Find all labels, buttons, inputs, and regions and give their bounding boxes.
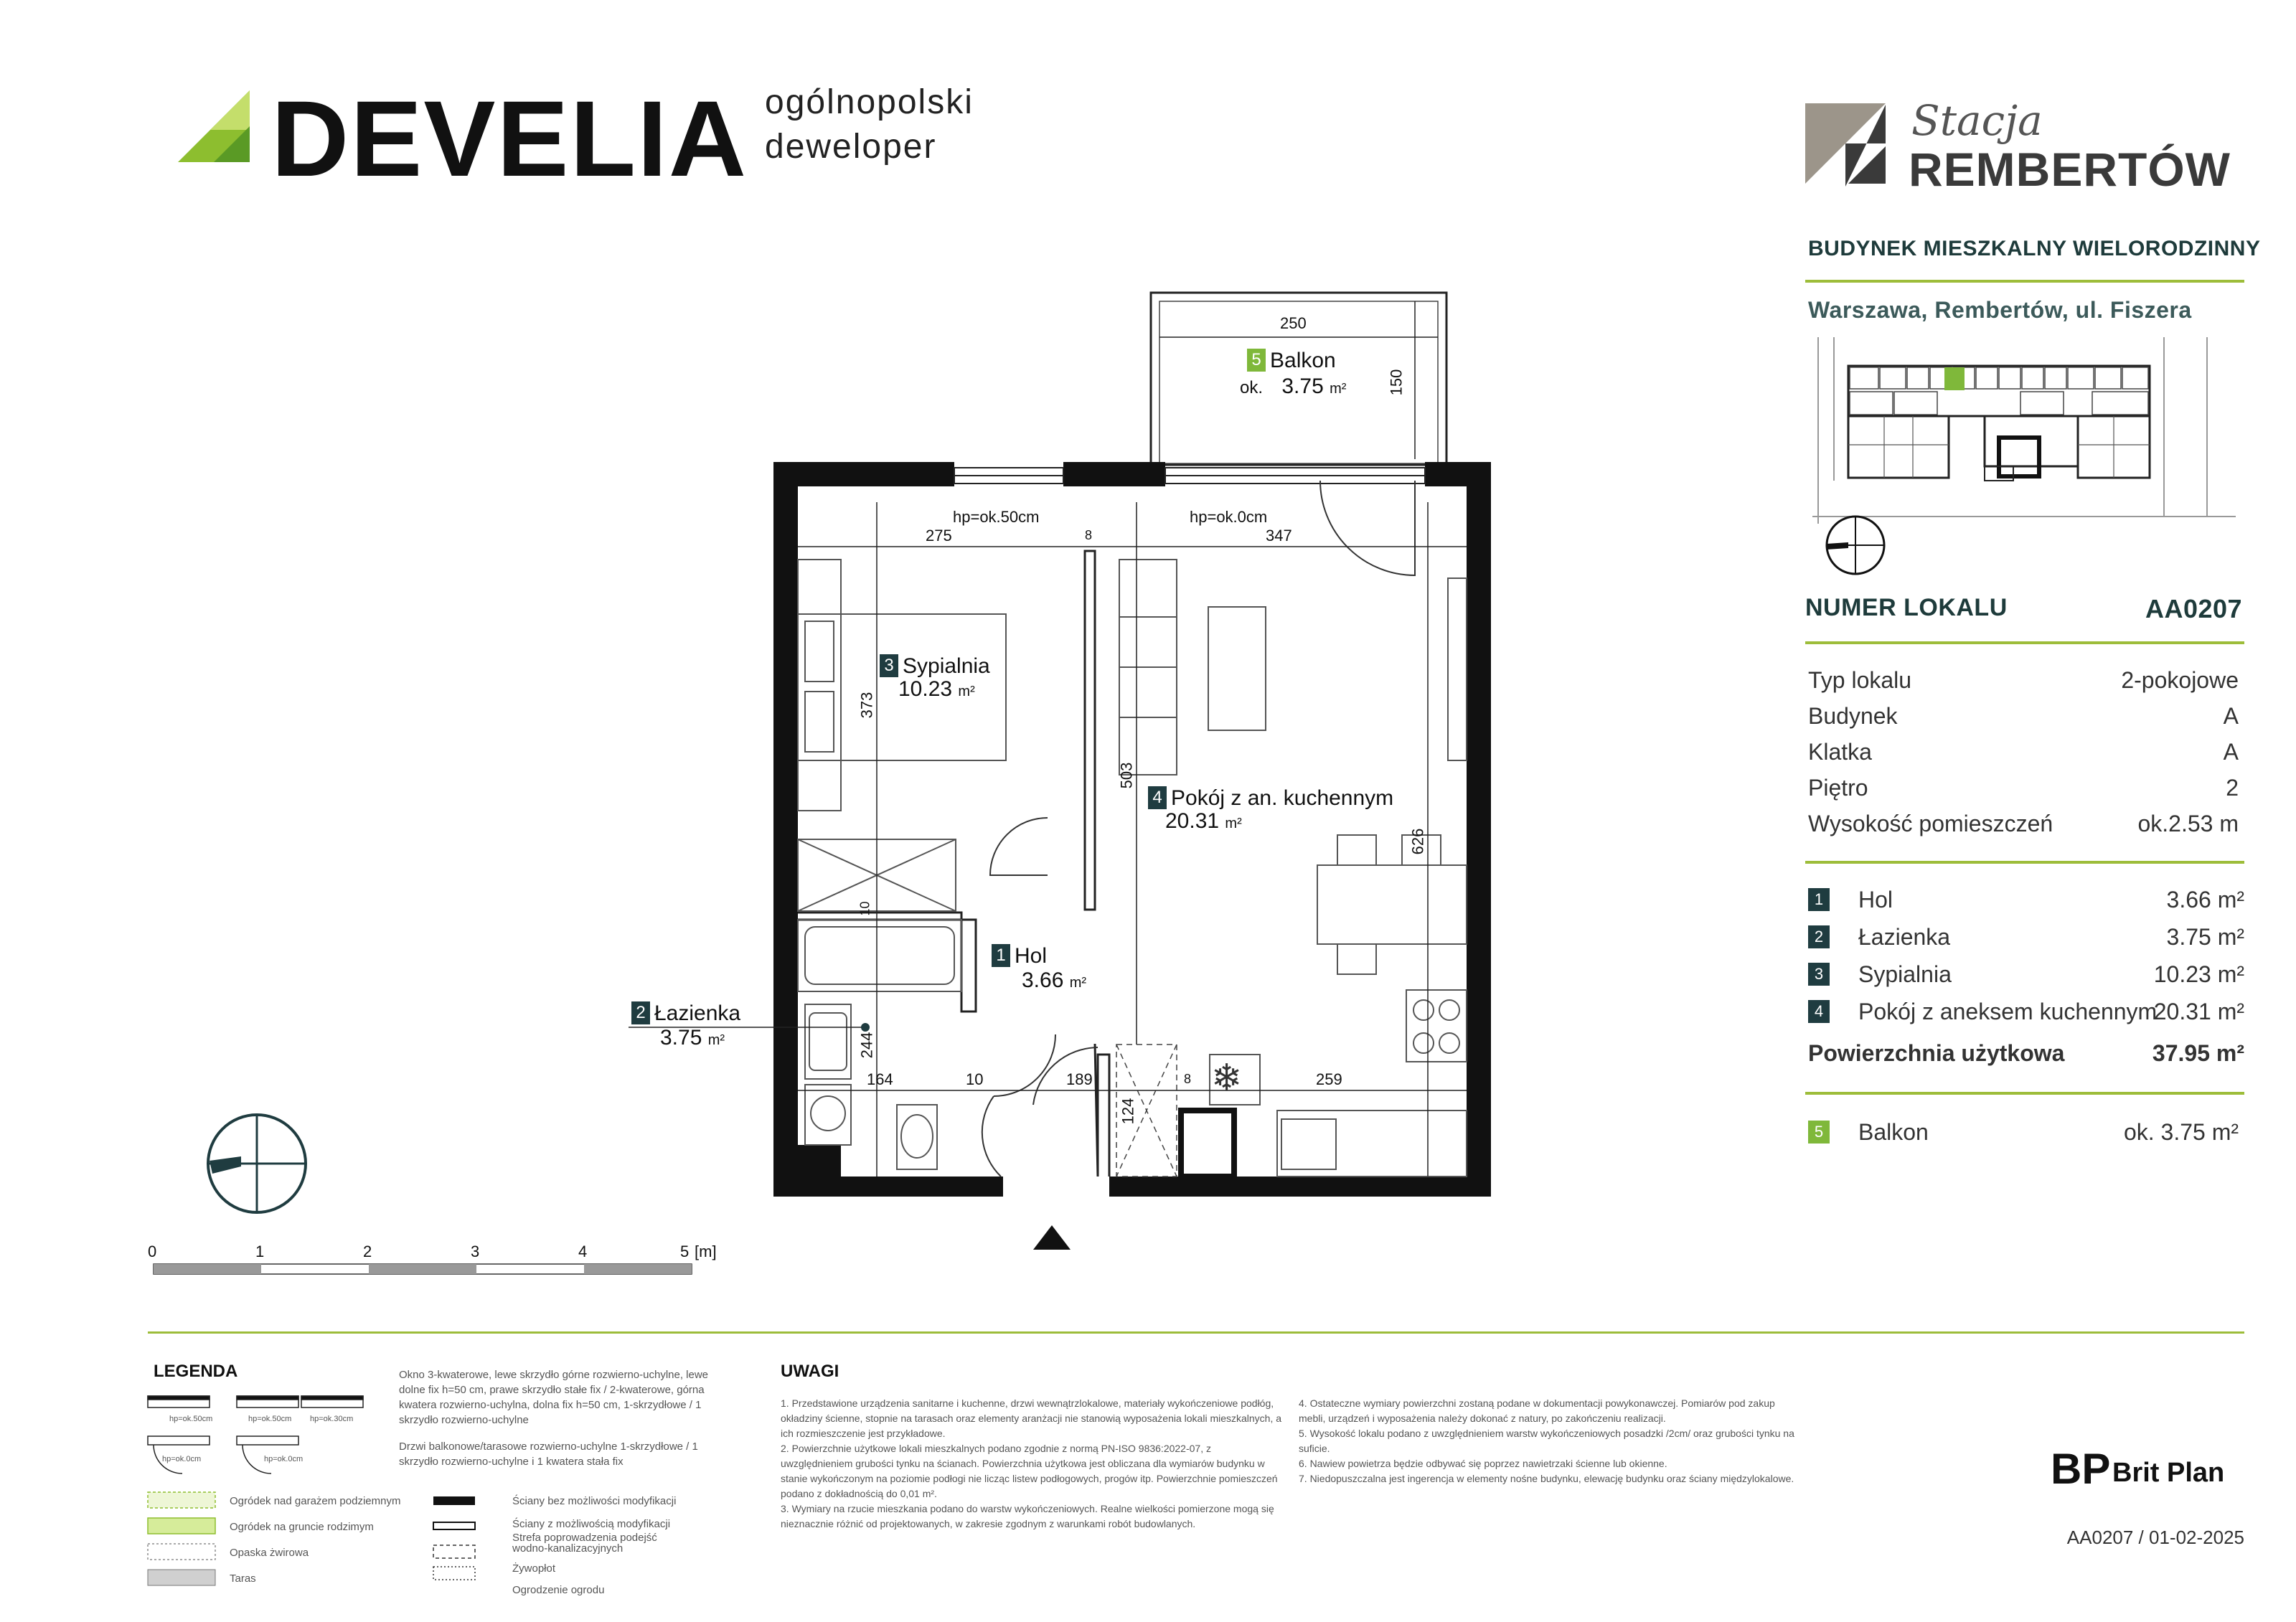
scale-bar: [154, 1264, 692, 1274]
note-item: 6. Nawiew powietrza będzie odbywać się poprzez nawietrzaki ścienne lub okienne.: [1299, 1458, 1667, 1469]
detail-value: A: [2223, 703, 2239, 729]
note-item: 4. Ostateczne wymiary powierzchni zostaną podane w dokumentacji powykonawczej. Pomiarów pod zakup mebli, urządzeń i wyposażenia należy dokonać z natury, po zakończeniu realizacji.: [1299, 1397, 1775, 1424]
dim-8a: 8: [1085, 528, 1093, 542]
legend-door-desc: Drzwi balkonowe/tarasowe rozwierno-uchylne 1-skrzydłowe / 1 skrzydło rozwierno-uchylne i 1 kwatera stała fix: [399, 1441, 698, 1468]
windows: [954, 468, 1425, 484]
room-number: 5: [1247, 349, 1266, 372]
room-label: Pokój z aneksem kuchennym: [1858, 999, 2158, 1024]
dim-124: 124: [1119, 1098, 1137, 1125]
detail-row: [1808, 667, 2239, 694]
divider: [1805, 1092, 2244, 1095]
lazienka-area: [660, 1026, 725, 1050]
hp-right: hp=ok.0cm: [1190, 508, 1268, 526]
dim-626: 626: [1408, 828, 1427, 855]
notes-title: UWAGI: [781, 1362, 839, 1381]
legend-item: Taras: [230, 1573, 256, 1585]
legend-hp-3: hp=ok.30cm: [310, 1415, 354, 1423]
note-item: 2. Powierzchnie użytkowe lokali mieszkalnych podano zgodnie z normą PN-ISO 9836:2022-07, z uwzględnieniem grubości tynku na ścianach. Powierzchnia użytkowa jest obliczana dla wymiarów budynku w stanie wykończonym na poziomie podłogi nie licząc listew podłogowych, progów itp. Powierzchnie pomieszczeń podano z dokładnością do 0,01 m².: [781, 1443, 1278, 1499]
dim-189: 189: [1066, 1070, 1093, 1088]
legend-item: Strefa poprowadzenia podejść wodno-kanalizacyjnych: [512, 1532, 657, 1555]
legend-item: Ściany bez możliwości modyfikacji: [512, 1495, 677, 1507]
dim-balkon-width: 250: [1280, 314, 1307, 332]
room-number: 4: [1808, 1000, 1830, 1023]
note-item: 7. Niedopuszczalna jest ingerencja w elementy nośne budynku, elewację budynku oraz ściany międzylokalowe.: [1299, 1473, 1794, 1484]
scale-tick: 1: [255, 1243, 265, 1260]
legend-hp-1: hp=ok.50cm: [169, 1415, 213, 1423]
area-value: 10.23: [898, 677, 953, 701]
legend-item: Ogrodzenie ogrodu: [512, 1584, 605, 1596]
note-item: 3. Wymiary na rzucie mieszkania podano do warstw wykończeniowych. Realne wielkości pomierzone mogą się nieznacznie różnić od projektowanych, w zakresie zgodnym z warunkami robót budowlanych.: [781, 1503, 1274, 1529]
detail-row: [1808, 775, 2239, 801]
area-unit: m²: [1069, 975, 1087, 991]
room-name: Hol: [1015, 944, 1048, 968]
divider: [1805, 280, 2244, 283]
dim-244: 244: [857, 1032, 876, 1059]
legend-item: Ogródek na gruncie rodzimym: [230, 1521, 374, 1533]
total-label: Powierzchnia użytkowa: [1808, 1040, 2065, 1066]
room-area: 20.31 m²: [2153, 999, 2244, 1024]
room-area: 3.75 m²: [2166, 924, 2244, 950]
project-mark-icon: [1805, 103, 1891, 187]
room-label: Hol: [1858, 887, 1893, 913]
note-item: 5. Wysokość lokalu podano z uwzględnieniem warstw wykończeniowych posadzki /2cm/ oraz grubości tynku na suficie.: [1299, 1428, 1794, 1454]
room-number: 4: [1148, 786, 1167, 809]
legend-hp-5: hp=ok.0cm: [264, 1455, 304, 1463]
living-furniture: [1119, 560, 1467, 1177]
project-logo: [1805, 96, 2236, 196]
dim-8b: 8: [1184, 1072, 1192, 1086]
bed-furniture: [798, 560, 1006, 911]
dim-164: 164: [867, 1070, 893, 1088]
dim-10a: 10: [857, 901, 872, 916]
detail-label: Klatka: [1808, 739, 1872, 765]
unit-number: AA0207: [2145, 594, 2243, 623]
dim-373: 373: [857, 692, 876, 719]
bathroom-fixtures: [798, 920, 961, 1169]
tagline-line1: ogólnopolski: [765, 83, 974, 121]
interior-walls: [798, 551, 1234, 1177]
site-plan-map: [1805, 337, 2239, 581]
notes-col1: [781, 1396, 1283, 1532]
balkon-area: [1240, 374, 1346, 399]
balkon-label: [1247, 349, 1336, 373]
room-area: ok. 3.75 m²: [2123, 1119, 2239, 1145]
detail-row: [1808, 811, 2239, 837]
room-name: Pokój z an. kuchennym: [1171, 786, 1394, 810]
scale-tick: 4: [578, 1243, 588, 1260]
tagline-line2: deweloper: [765, 128, 937, 166]
entrance-arrow-icon: [1033, 1225, 1071, 1250]
legend-item: Opaska żwirowa: [230, 1547, 309, 1559]
detail-value: 2: [2226, 775, 2239, 801]
room-label: Balkon: [1858, 1119, 1929, 1145]
scale-unit: [m]: [695, 1243, 717, 1260]
room-number: 5: [1808, 1121, 1830, 1144]
detail-value: A: [2223, 739, 2239, 765]
area-value: 20.31: [1165, 809, 1220, 833]
detail-label: Typ lokalu: [1808, 667, 1912, 693]
sypialnia-area: [898, 677, 975, 702]
legend-hp-2: hp=ok.50cm: [248, 1415, 292, 1423]
brand-name: DEVELIA: [271, 78, 748, 199]
snowflake-icon: ❄: [1211, 1057, 1243, 1100]
legend-item: Ogródek nad garażem podziemnym: [230, 1495, 401, 1507]
room-label: Sypialnia: [1858, 961, 1952, 987]
footer-divider: [148, 1331, 2244, 1334]
detail-label: Budynek: [1808, 703, 1898, 729]
room-area: 3.66 m²: [2166, 887, 2244, 913]
area-unit: m²: [958, 684, 975, 699]
note-item: 1. Przedstawione urządzenia sanitarne i kuchenne, drzwi wewnątrzlokalowe, materiały wykończeniowe podłóg, okładziny ścienne, stopnie na tarasach oraz elementy aranżacji nie stanowią wyposażenia lokali mieszkalnych, a ich rozmieszczenie jest przykładowe.: [781, 1397, 1282, 1439]
hol-label: [992, 944, 1047, 968]
area-value: 3.75: [660, 1026, 702, 1050]
scale-tick: 0: [148, 1243, 157, 1260]
total-value: 37.95 m²: [2152, 1040, 2244, 1066]
room-name: Sypialnia: [903, 654, 990, 678]
legend-window-icons: [146, 1395, 369, 1481]
area-unit: m²: [1330, 381, 1347, 397]
detail-row: [1808, 739, 2239, 765]
project-name: REMBERTÓW: [1909, 143, 2231, 196]
sypialnia-label: [880, 654, 990, 679]
room-number: 1: [992, 944, 1010, 967]
room-number: 2: [1808, 925, 1830, 948]
dim-balkon-depth: 150: [1387, 369, 1406, 396]
building-type: BUDYNEK MIESZKALNY WIELORODZINNY: [1808, 237, 2261, 260]
room-name: Łazienka: [654, 1001, 741, 1025]
divider: [1805, 861, 2244, 864]
dim-259: 259: [1316, 1070, 1342, 1088]
pokoj-label: [1148, 786, 1393, 811]
legend-window-desc: Okno 3-kwaterowe, lewe skrzydło górne rozwierno-uchylne, lewe dolne fix h=50 cm, prawe skrzydło stałe fix / 2-kwaterowe, górna kwatera rozwierno-uchylna, dolna fix h=50 cm, 1-skrzydłowe / 1 skrzydło rozwierno-uchylne: [399, 1369, 709, 1426]
divider: [1805, 641, 2244, 644]
area-value: 3.66: [1022, 968, 1064, 992]
area-unit: m²: [707, 1032, 725, 1048]
room-number: 3: [1808, 963, 1830, 986]
address: Warszawa, Rembertów, ul. Fiszera: [1808, 297, 2192, 323]
pokoj-area: [1165, 809, 1242, 834]
room-number: 2: [631, 1001, 650, 1024]
detail-row: [1808, 703, 2239, 730]
hol-area: [1022, 968, 1086, 993]
compass-icon: [208, 1115, 306, 1212]
notes-col2: [1299, 1396, 1801, 1486]
room-name: Balkon: [1270, 349, 1336, 372]
detail-label: Wysokość pomieszczeń: [1808, 811, 2053, 836]
dimension-lines: [629, 301, 1467, 1177]
hp-left: hp=ok.50cm: [953, 508, 1040, 526]
room-number: 3: [880, 654, 898, 677]
dim-503: 503: [1117, 762, 1136, 789]
unit-label: NUMER LOKALU: [1805, 594, 2008, 621]
legend-hp-4: hp=ok.0cm: [162, 1455, 202, 1463]
legend-item: Żywopłot: [512, 1562, 556, 1575]
document-reference: AA0207 / 01-02-2025: [2066, 1527, 2244, 1548]
room-number: 1: [1808, 888, 1830, 911]
detail-label: Piętro: [1808, 775, 1868, 801]
britplan-mark-icon: BP: [2051, 1445, 2111, 1493]
dim-275: 275: [926, 527, 952, 544]
britplan-logo: [2051, 1445, 2244, 1493]
area-value: 3.75: [1281, 374, 1324, 398]
scale-tick: 3: [471, 1243, 480, 1260]
legend-item: Ściany z możliwością modyfikacji: [512, 1518, 671, 1530]
legend-title: LEGENDA: [154, 1362, 238, 1381]
dim-347: 347: [1266, 527, 1292, 544]
room-area: 10.23 m²: [2153, 961, 2244, 987]
detail-value: 2-pokojowe: [2121, 667, 2239, 693]
lazienka-label: [631, 1001, 740, 1026]
room-label: Łazienka: [1858, 924, 1951, 950]
project-script: Stacja: [1911, 96, 2043, 145]
scale-tick: 5: [680, 1243, 690, 1260]
dim-10b: 10: [966, 1070, 984, 1088]
scale-tick: 2: [363, 1243, 372, 1260]
britplan-name: Brit Plan: [2112, 1458, 2225, 1488]
detail-value: ok.2.53 m: [2137, 811, 2239, 836]
area-prefix: ok.: [1240, 378, 1264, 397]
area-unit: m²: [1225, 816, 1242, 831]
